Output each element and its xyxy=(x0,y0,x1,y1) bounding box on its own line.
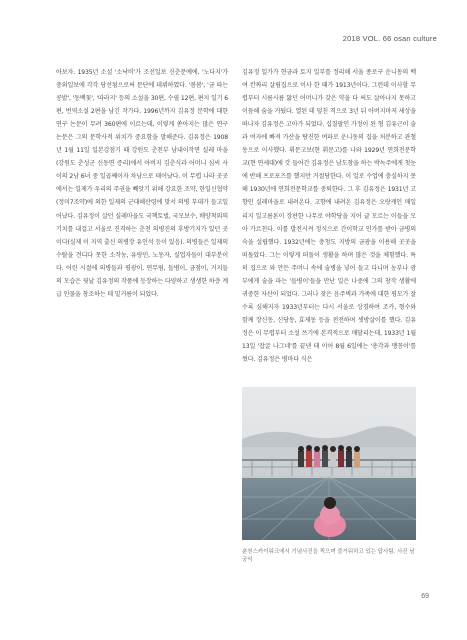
photo-caption: 춘천스카이워크에서 기념사진을 찍으며 즐거워하고 있는 답사팀. 사진 남궁익 xyxy=(242,549,415,563)
body-paragraph: 김유정 일가가 현금과 토지 일부를 정리해 서울 종로구 운니동의 백여 칸짜리 살림집으로 이사 한 때가 1913년이다. 그런데 이사할 무렵부터 시름시름 앓던 어머니가 갖은 약을 다 써도 살아나지 못하고 이듬해 숨을 거뒀다. 열된 데 덮친 격으로 3년 뒤 아버지마저 세상을 떠나자 김유정은 고아가 되었다. 십칠팔인 가정이 된 형 김유근이 술과 여자에 빠져 가산을 탕진한 여파로 운니동의 집을 처분하고 관철동으로 이사했다. 휘문고보(현 휘문고)를 나와 1929년 연희전문학교(현 연세대)에 갓 들어간 김유정은 남도창을 하는 박녹주에게 첫눈에 반해 프로포즈를 했지만 거절당한다. 이 일로 수업에 충실하지 못해 1930년에 연희전문학교를 중퇴한다. 그 후 김유정은 1931년 고향인 실레마을로 내려온다. 고향에 내려온 김유정은 오랑캐인 매일리지 일고름톤이 장판한 나무로 야학당을 지어 글 모르는 이들을 모아 가르친다. 이를 발전시켜 정식으로 간이학교 인가를 받아 금병의숙을 설립했다. 1932년에는 충청도 지방의 금광을 이용해 곳곳을 떠돌았다. 그는 이렇게 떠돌이 생활을 하며 많은 것을 체험했다. 특히 집으로 와 안든 주머니 속에 술병을 넣어 들고 다니며 농부나 광부에게 술을 파는 '들병이'들을 만난 일은 나중에 그의 창작 생활에 귀중한 자산이 되었다. 그러나 잦은 음주벽과 가족에 대한 평모가 잘 수록 심해지자 1933년부터는 다시 서울로 상경하여 조카, 형수와 함께 장신동, 신당동, 효제동 등을 전전하며 셋방살이를 했다. 김유정은 이 무렵부터 소설 쓰기에 본격적으로 매달리는데, 1933년 1월 13일 '잡굴 나그네'를 끝낸 데 이어 8월 6일에는 '총각과 맹꽁이'를 썼다. 김유정은 병마다 식은 xyxy=(242,69,416,364)
page-header: 2018 VOL. 66 osan culture xyxy=(342,34,437,43)
body-paragraph: 아보자. 1935년 소설 '소낙비'가 조선일보 신춘문예에, '노다지'가 중외일보에 각각 당선됨으로써 문단에 데뷔하였다. '봄봄', '금 따는 콩밭', '동백꽃', '따라지' 등의 소설을 30편, 수필 12편, 편지 일기 6편, 번역소설 2편을 남긴 작가다. 1996년까지 김유정 문학에 대한 연구 논문이 무려 360편에 이르는데, 이렇게 쏟아지는 많은 연구 논문은 그의 문학사적 위치가 중요함을 말해준다. 김유정은 1908년 1월 11일 일본강점기 때 강원도 춘천부 남내이작면 실레 마을(강원도 춘성군 신동면 증리)에서 아버지 김춘식과 어머니 심씨 사이의 2남 6녀 중 일곱째이자 차남으로 태어났다. 이 무렵 나라 곳곳에서는 일제가 우리의 주권을 빼앗기 위해 강요한 조약, 한일신협약(정미7조약)에 의한 일제의 군대해산령에 맞서 의병 부대가 들고일어났다. 김유정이 살던 실레마을도 국책토벌, 국모보수, 배양척외의 기치를 내걸고 서울로 진격하는 춘천 의병진의 후방기지가 있던 곳이다(실제 이 지역 출신 의병장 유인석 등이 있음). 의병들은 일제의 수탈을 견디다 못한 소작농, 유랑민, 노동자, 실업자들이 대부분이다. 어린 시절에 의병들과 평광이, 연무림, 들병이, 금점이, 거지들의 모습은 뒷날 김유정의 작품에 등장하는 다양하고 생생한 하층 계급 인물을 창조하는 데 밑거름이 되었다. xyxy=(56,69,228,298)
skywalk-photo xyxy=(242,387,416,540)
page-number: 69 xyxy=(421,593,429,600)
article-column-left xyxy=(56,66,228,301)
article-column-right xyxy=(242,66,416,366)
